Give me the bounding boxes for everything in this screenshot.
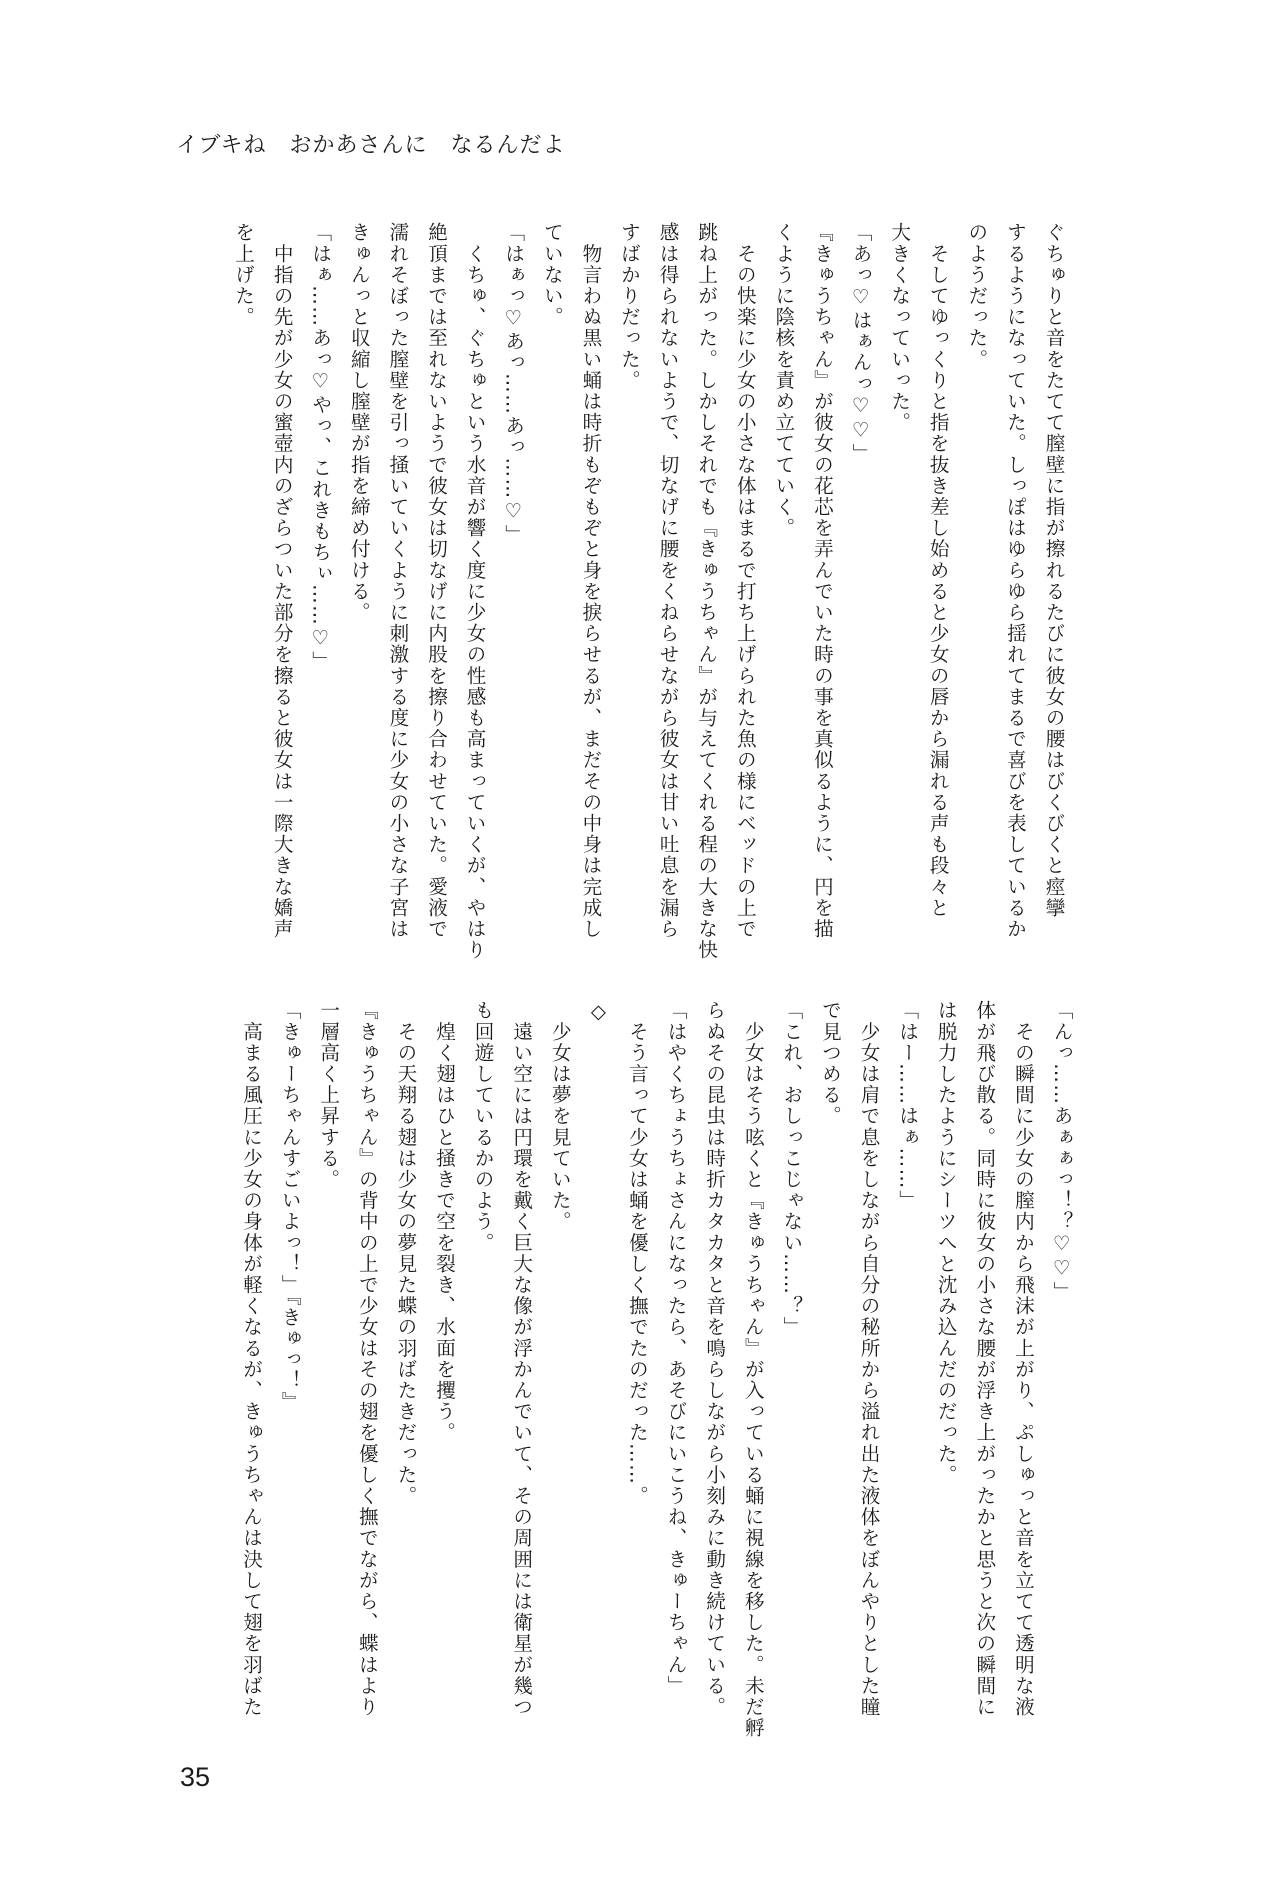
lower-text-line: 一層高く上昇する。 bbox=[316, 1000, 340, 1190]
upper-text-line: その快楽に少女の小さな体はまるで打ち上げられた魚の様にベッドの上で bbox=[733, 222, 757, 940]
lower-text-line: 少女はそう呟くと『きゅうちゃん』が入っている蛹に視線を移した。未だ孵 bbox=[741, 1000, 765, 1739]
upper-text-line: を上げた。 bbox=[231, 222, 255, 328]
lower-text-line: 遠い空には円環を戴く巨大な像が浮かんでいて、その周囲には衛星が幾つ bbox=[509, 1000, 533, 1718]
upper-text-line: くちゅ、ぐちゅという水音が響く度に少女の性感も高まっていくが、やはり bbox=[463, 222, 487, 961]
lower-text-line: 少女は夢を見ていた。 bbox=[548, 1000, 572, 1233]
lower-text-line: ◇ bbox=[586, 1000, 610, 1025]
upper-text-line: 物言わぬ黒い蛹は時折もぞもぞと身を捩らせるが、まだその中身は完成し bbox=[578, 222, 602, 940]
page-number: 35 bbox=[180, 1762, 211, 1792]
upper-text-line: 大きくなっていった。 bbox=[887, 222, 911, 433]
lower-text-line: 「はー……はぁ……」 bbox=[895, 1000, 919, 1211]
upper-text-line: ていない。 bbox=[540, 222, 564, 328]
upper-text-line: 「はぁっ♡あっ……あっ……♡」 bbox=[501, 222, 525, 546]
upper-text-line: 「はぁ……あっ♡やっ、これきもちぃ……♡」 bbox=[308, 222, 332, 672]
upper-text-line: 「あっ♡はぁんっ♡♡」 bbox=[849, 222, 873, 465]
running-title: イブキね おかあさんに なるんだよ bbox=[176, 133, 566, 158]
upper-text-block bbox=[223, 222, 1072, 962]
lower-text-line: 高まる風圧に少女の身体が軽くなるが、きゅうちゃんは決して翅を羽ばた bbox=[239, 1000, 263, 1718]
upper-text-line: ぐちゅりと音をたてて膣壁に指が擦れるたびに彼女の腰はびくびくと痙攣 bbox=[1042, 222, 1065, 919]
lower-text-line: は脱力したようにシーツへと沈み込んだのだった。 bbox=[934, 1000, 958, 1486]
lower-text-line: その瞬間に少女の膣内から飛沫が上がり、ぷしゅっと音を立てて透明な液 bbox=[1011, 1000, 1035, 1718]
upper-text-line: きゅんっと収縮し膣壁が指を締め付ける。 bbox=[347, 222, 371, 623]
upper-text-line: のようだった。 bbox=[964, 222, 988, 370]
lower-text-line: 『きゅうちゃん』の背中の上で少女はその翅を優しく撫でながら、蝶はより bbox=[355, 1000, 379, 1718]
upper-text-line: すばかりだった。 bbox=[617, 222, 641, 391]
upper-text-line: 絶頂までは至れないようで彼女は切なげに内股を擦り合わせていた。愛液で bbox=[424, 222, 448, 940]
lower-text-line: そう言って少女は蛹を優しく撫でたのだった……。 bbox=[625, 1000, 649, 1507]
lower-text-line: らぬその昆虫は時折カタカタと音を鳴らしながら小刻みに動き続けている。 bbox=[702, 1000, 726, 1718]
lower-text-line: その天翔る翅は少女の夢見た蝶の羽ばたきだった。 bbox=[393, 1000, 417, 1507]
upper-text-line: そしてゆっくりと指を抜き差し始めると少女の唇から漏れる声も段々と bbox=[926, 222, 950, 919]
upper-text-line: 感は得られないようで、切なげに腰をくねらせながら彼女は甘い吐息を漏ら bbox=[656, 222, 680, 940]
lower-text-line: で見つめる。 bbox=[818, 1000, 842, 1127]
lower-text-line: 「はやくちょうちょさんになったら、あそびにいこうね、きゅーちゃん」 bbox=[664, 1000, 688, 1697]
upper-text-line: するようになっていた。しっぽはゆらゆら揺れてまるで喜びを表しているか bbox=[1003, 222, 1027, 940]
upper-text-line: 『きゅうちゃん』が彼女の花芯を弄んでいた時の事を真似るように、円を描 bbox=[810, 222, 834, 940]
lower-text-line: も回遊しているかのよう。 bbox=[471, 1000, 495, 1254]
upper-text-line: 跳ね上がった。しかしそれでも『きゅうちゃん』が与えてくれる程の大きな快 bbox=[694, 222, 718, 961]
lower-text-line: 体が飛び散る。同時に彼女の小さな腰が浮き上がったかと思うと次の瞬間に bbox=[972, 1000, 996, 1718]
lower-text-line: 少女は肩で息をしながら自分の秘所から溢れ出た液体をぼんやりとした瞳 bbox=[857, 1000, 881, 1718]
lower-text-block bbox=[231, 1000, 1080, 1739]
upper-text-line: 濡れそぼった膣壁を引っ掻いていくように刺激する度に少女の小さな子宮は bbox=[385, 222, 409, 940]
lower-text-line: 「これ、おしっこじゃない……？」 bbox=[779, 1000, 803, 1338]
upper-text-line: 中指の先が少女の蜜壺内のざらついた部分を擦ると彼女は一際大きな嬌声 bbox=[270, 222, 294, 940]
upper-text-line: くように陰核を責め立てていく。 bbox=[771, 222, 795, 539]
lower-text-line: 「んっ……あぁぁっ！？♡♡」 bbox=[1050, 1000, 1073, 1303]
lower-text-line: 「きゅーちゃんすごいよっ！」『きゅっ！』 bbox=[278, 1000, 302, 1413]
lower-text-line: 煌く翅はひと掻きで空を裂き、水面を攫う。 bbox=[432, 1000, 456, 1444]
